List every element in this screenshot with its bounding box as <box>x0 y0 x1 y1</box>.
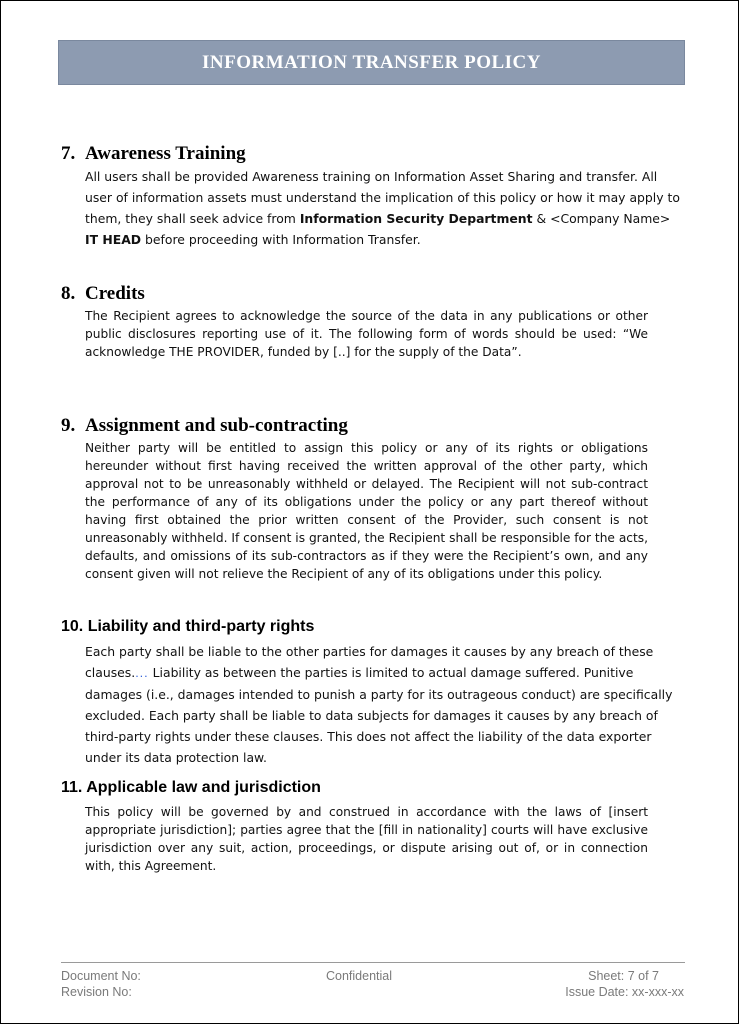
section-8-heading <box>61 283 145 305</box>
section-7-title: Awareness Training <box>85 143 246 164</box>
section-8-number: 8. <box>61 283 76 304</box>
section-10-heading: 10. Liability and third-party rights <box>61 618 315 635</box>
section-10-paragraph <box>85 641 685 768</box>
section-7-bold-ithead: IT HEAD <box>85 232 142 247</box>
section-9-title: Assignment and sub-contracting <box>85 415 348 436</box>
section-9-number: 9. <box>61 415 76 436</box>
section-11-heading: 11. Applicable law and jurisdiction <box>61 779 321 796</box>
footer-confidential: Confidential <box>326 969 393 983</box>
section-7-bold-dept: Information Security Department <box>299 211 533 226</box>
section-8-paragraph: The Recipient agrees to acknowledge the source of the data in any publications or other public disclosures reporting use of it. The following form of words should be used: “We acknowledge THE PROVIDER, funded by [..] for the supply of the Data”. <box>85 309 648 359</box>
footer-revision-no: Revision No: <box>61 985 132 999</box>
comment-marker-icon[interactable]: ... <box>135 667 149 680</box>
footer-issue-date: Issue Date: xx-xxx-xx <box>565 985 684 999</box>
section-10-text-part-1: Each party shall be liable to the other parties for damages it causes by any breach of these clauses. <box>85 644 654 680</box>
footer-divider <box>61 962 685 963</box>
section-7-paragraph <box>85 166 685 250</box>
section-9-paragraph: Neither party will be entitled to assign this policy or any of its rights or obligations hereunder without first having received the written approval of the other party, which approval not to be unreasonably withheld or delayed. The Recipient will not sub-contract the performance of any of its obligations under the policy or any part thereof without having first obtained the prior written consent of the Provider, such consent is not unreasonably withheld. If consent is granted, the Recipient shall be responsible for the acts, defaults, and omissions of its sub-contractors as if they were the Recipient’s own, and any consent given will not relieve the Recipient of any of its obligations under this policy. <box>85 441 648 581</box>
document-title: INFORMATION TRANSFER POLICY <box>202 51 541 73</box>
footer-document-no: Document No: <box>61 969 141 983</box>
section-7-text-part-3: before proceeding with Information Transfer. <box>141 232 421 247</box>
header-banner <box>58 40 685 85</box>
section-7-number: 7. <box>61 143 76 164</box>
section-7-text-part-2: & <Company Name> <box>532 211 671 226</box>
section-9-heading <box>61 415 348 437</box>
section-7-heading <box>61 143 246 165</box>
section-7-text-part-1: All users shall be provided Awareness training on Information Asset Sharing and transfer. All user of information assets must understand the implication of this policy or how it may apply to them, they shall seek advice from <box>85 169 680 226</box>
section-11-paragraph: This policy will be governed by and construed in accordance with the laws of [insert appropriate jurisdiction]; parties agree that the [fill in nationality] courts will have exclusive jurisdiction over any suit, action, proceedings, or dispute arising out of, or in connection with, this Agreement. <box>85 805 648 873</box>
section-8-title: Credits <box>85 283 145 304</box>
section-10-text-part-2: Liability as between the parties is limited to actual damage suffered. Punitive damages (i.e., damages intended to punish a party for its outrageous conduct) are specifically excluded. Each party shall be liable to data subjects for damages it causes by any breach of third-party rights under these clauses. This does not affect the liability of the data exporter under its data protection law. <box>85 665 673 765</box>
footer-sheet: Sheet: 7 of 7 <box>588 969 659 983</box>
